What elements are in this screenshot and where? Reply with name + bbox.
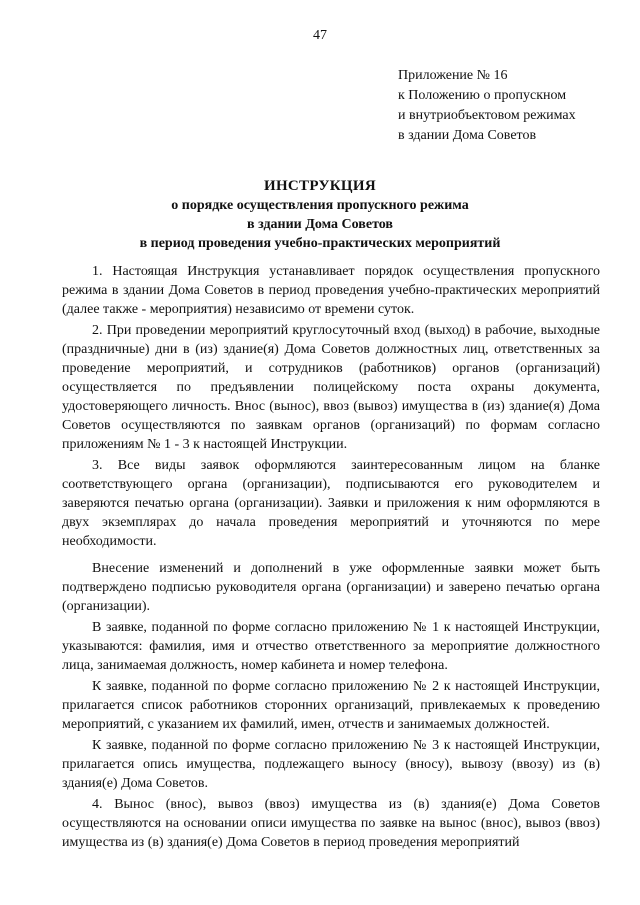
- paragraph-3: 3. Все виды заявок оформляются заинтересованным лицом на бланке соответствующего органа (организации), подписываются его руководителем и заверяются печатью органа (организации). Заявки и приложения к ним оформляются в двух экземплярах до начала проведения мероприятий и уточняются по мере необходимости.: [62, 458, 600, 549]
- paragraph-2: 2. При проведении мероприятий круглосуточный вход (выход) в рабочие, выходные (праздничные) дни в (из) здание(я) Дома Советов должностных лиц, ответственных за проведение мероприятий, и сотрудников (работников) органов (организаций) осуществляется по предъявлении полицейскому поста охраны документа, удостоверяющего личность. Внос (вынос), ввоз (вывоз) имущества в (из) здание(я) Дома Советов осуществляются по заявкам органов (организаций) по формам согласно приложениям № 1 - 3 к настоящей Инструкции.: [62, 323, 600, 452]
- appendix-line-3: и внутриобъектовом режимах: [398, 108, 576, 123]
- title-line-4: в период проведения учебно-практических мероприятий: [139, 236, 501, 251]
- title-line-3: в здании Дома Советов: [247, 217, 393, 232]
- title-line-2: о порядке осуществления пропускного режима: [171, 198, 469, 213]
- title-main: ИНСТРУКЦИЯ: [263, 178, 376, 194]
- document-title: [40, 176, 600, 253]
- paragraph-4: Внесение изменений и дополнений в уже оформленные заявки может быть подтверждено подписью руководителя органа (организации) и заверено печатью органа (организации).: [62, 561, 600, 614]
- page-number: 47: [313, 28, 327, 43]
- appendix-line-4: в здании Дома Советов: [398, 128, 537, 143]
- appendix-line-1: Приложение № 16: [398, 68, 508, 83]
- appendix-reference: [398, 66, 628, 146]
- paragraph-7: К заявке, поданной по форме согласно приложению № 3 к настоящей Инструкции, прилагается опись имущества, подлежащего выносу (вносу), вывозу (ввозу) из (в) здания(е) Дома Советов.: [62, 738, 600, 791]
- appendix-line-2: к Положению о пропускном: [398, 88, 567, 103]
- paragraph-6: К заявке, поданной по форме согласно приложению № 2 к настоящей Инструкции, прилагается список работников сторонних организаций, привлекаемых к проведению мероприятий, с указанием их фамилий, имен, отчеств и занимаемых должностей.: [62, 679, 600, 732]
- paragraph-1: 1. Настоящая Инструкция устанавливает порядок осуществления пропускного режима в здании Дома Советов в период проведения учебно-практических мероприятий (далее также - мероприятия) независимо от времени суток.: [62, 264, 600, 317]
- paragraph-5: В заявке, поданной по форме согласно приложению № 1 к настоящей Инструкции, указываются: фамилия, имя и отчество ответственного за мероприятие должностного лица, занимаемая должность, номер кабинета и номер телефона.: [62, 620, 600, 673]
- paragraph-8: 4. Вынос (внос), вывоз (ввоз) имущества из (в) здания(е) Дома Советов осуществляются на основании описи имущества по заявке на вынос (внос), вывоз (ввоз) имущества из (в) здания(е) Дома Советов в период проведения мероприятий: [62, 797, 600, 850]
- document-body: [62, 262, 600, 854]
